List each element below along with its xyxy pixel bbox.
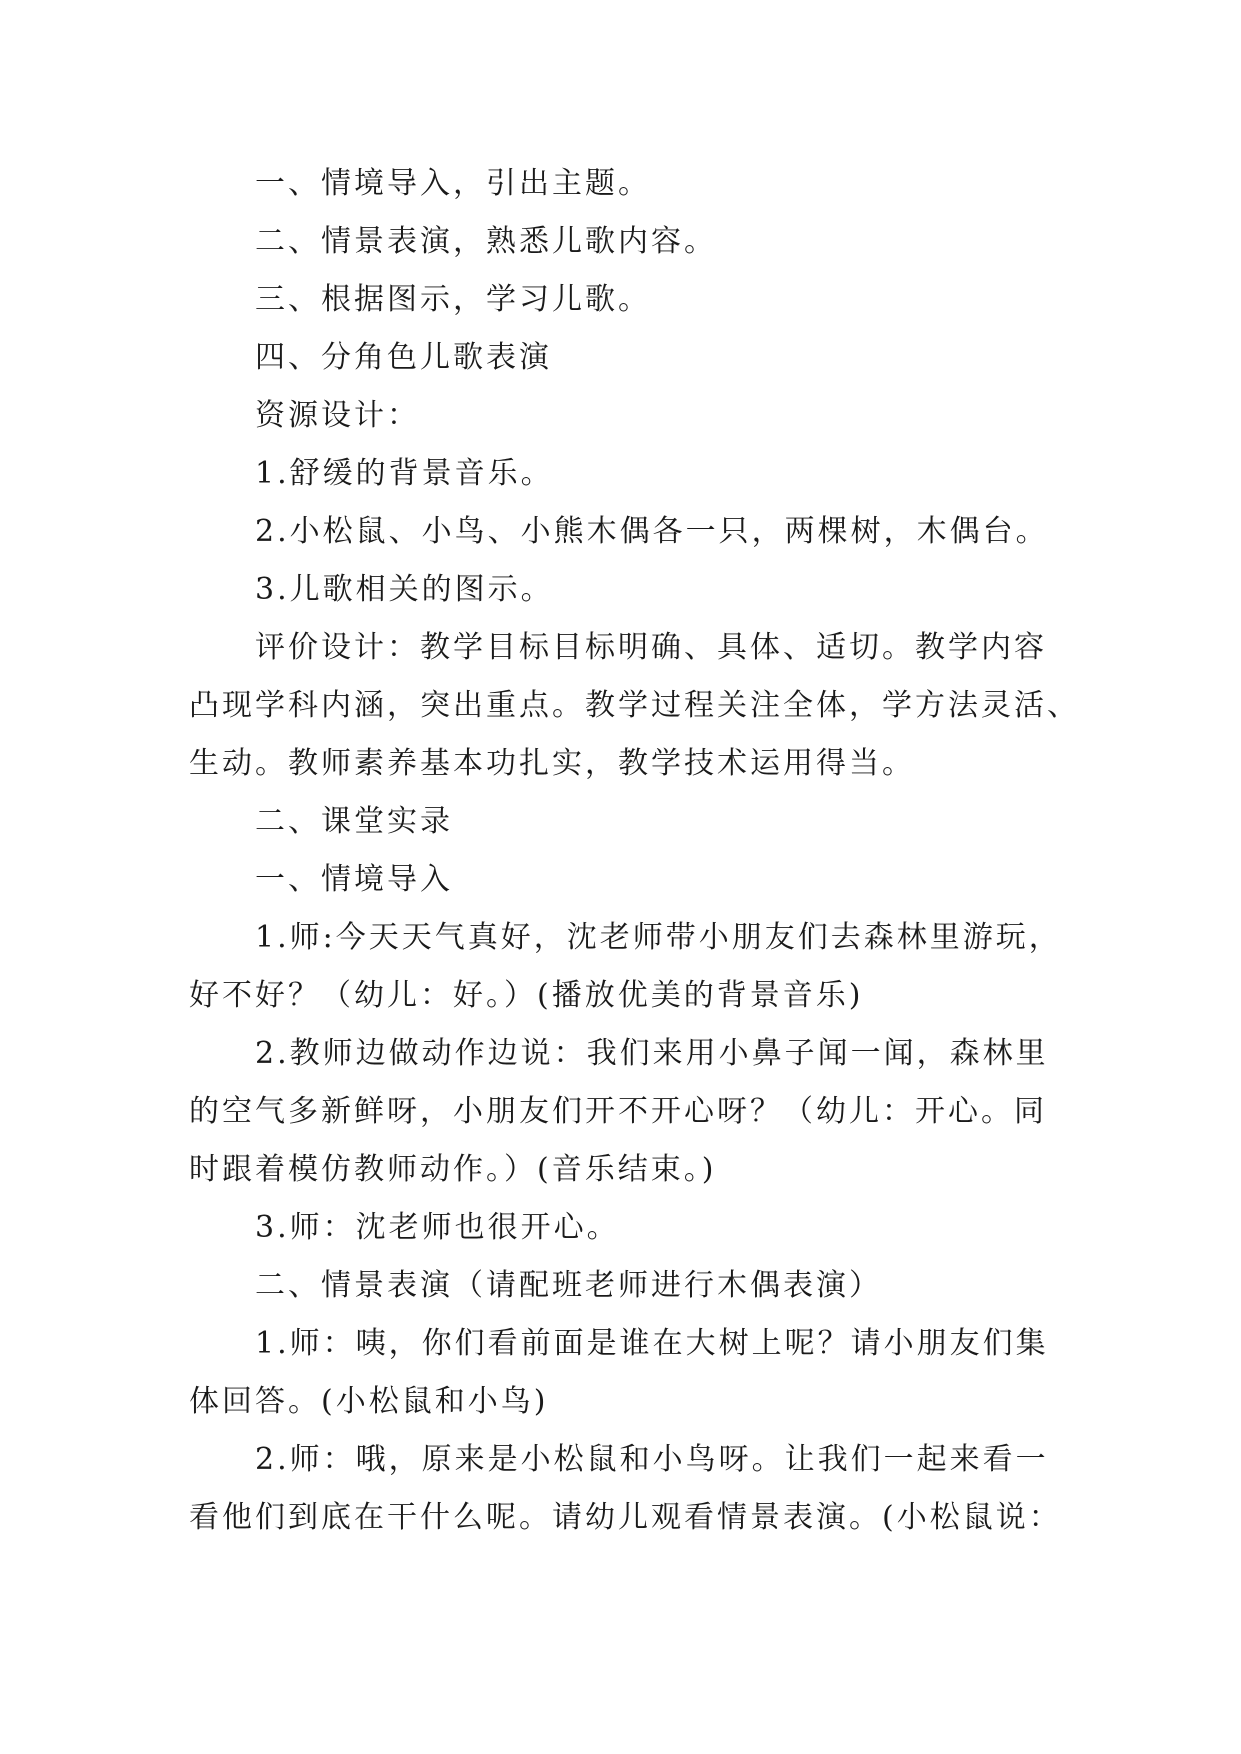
record-item-2-line-1: 2.教师边做动作边说：我们来用小鼻子闻一闻，森林里 — [255, 1036, 1049, 1071]
record-item-2-line-3: 时跟着模仿教师动作。）(音乐结束。) — [189, 1152, 717, 1187]
performance-item-2-line-1: 2.师：哦，原来是小松鼠和小鸟呀。让我们一起来看一 — [255, 1442, 1049, 1477]
record-item-3: 3.师：沈老师也很开心。 — [255, 1210, 620, 1245]
outline-item-4: 四、分角色儿歌表演 — [255, 340, 552, 375]
resource-item-2: 2.小松鼠、小鸟、小熊木偶各一只，两棵树，木偶台。 — [255, 514, 1049, 549]
performance-item-1-line-1: 1.师：咦，你们看前面是谁在大树上呢？请小朋友们集 — [255, 1326, 1049, 1361]
subsection-heading-scene-performance: 二、情景表演（请配班老师进行木偶表演） — [255, 1268, 882, 1303]
outline-item-2: 二、情景表演，熟悉儿歌内容。 — [255, 224, 717, 259]
record-item-2-line-2: 的空气多新鲜呀，小朋友们开不开心呀？（幼儿：开心。同 — [189, 1094, 1047, 1129]
outline-item-3: 三、根据图示，学习儿歌。 — [255, 282, 651, 317]
performance-item-1-line-2: 体回答。(小松鼠和小鸟) — [189, 1384, 549, 1419]
evaluation-paragraph-line-2: 凸现学科内涵，突出重点。教学过程关注全体，学方法灵活、 — [189, 688, 1080, 723]
section-heading-classroom-record: 二、课堂实录 — [255, 804, 453, 839]
resource-design-heading: 资源设计： — [255, 398, 420, 433]
outline-item-1: 一、情境导入，引出主题。 — [255, 166, 651, 201]
record-item-1-line-2: 好不好？（幼儿：好。）(播放优美的背景音乐) — [189, 978, 864, 1013]
performance-item-2-line-2: 看他们到底在干什么呢。请幼儿观看情景表演。(小松鼠说： — [189, 1500, 1062, 1535]
record-item-1-line-1: 1.师:今天天气真好，沈老师带小朋友们去森林里游玩， — [255, 920, 1062, 955]
resource-item-1: 1.舒缓的背景音乐。 — [255, 456, 554, 491]
evaluation-paragraph-line-3: 生动。教师素养基本功扎实，教学技术运用得当。 — [189, 746, 915, 781]
resource-item-3: 3.儿歌相关的图示。 — [255, 572, 554, 607]
subsection-heading-scene-intro: 一、情境导入 — [255, 862, 453, 897]
evaluation-paragraph-line-1: 评价设计：教学目标目标明确、具体、适切。教学内容 — [255, 630, 1047, 665]
